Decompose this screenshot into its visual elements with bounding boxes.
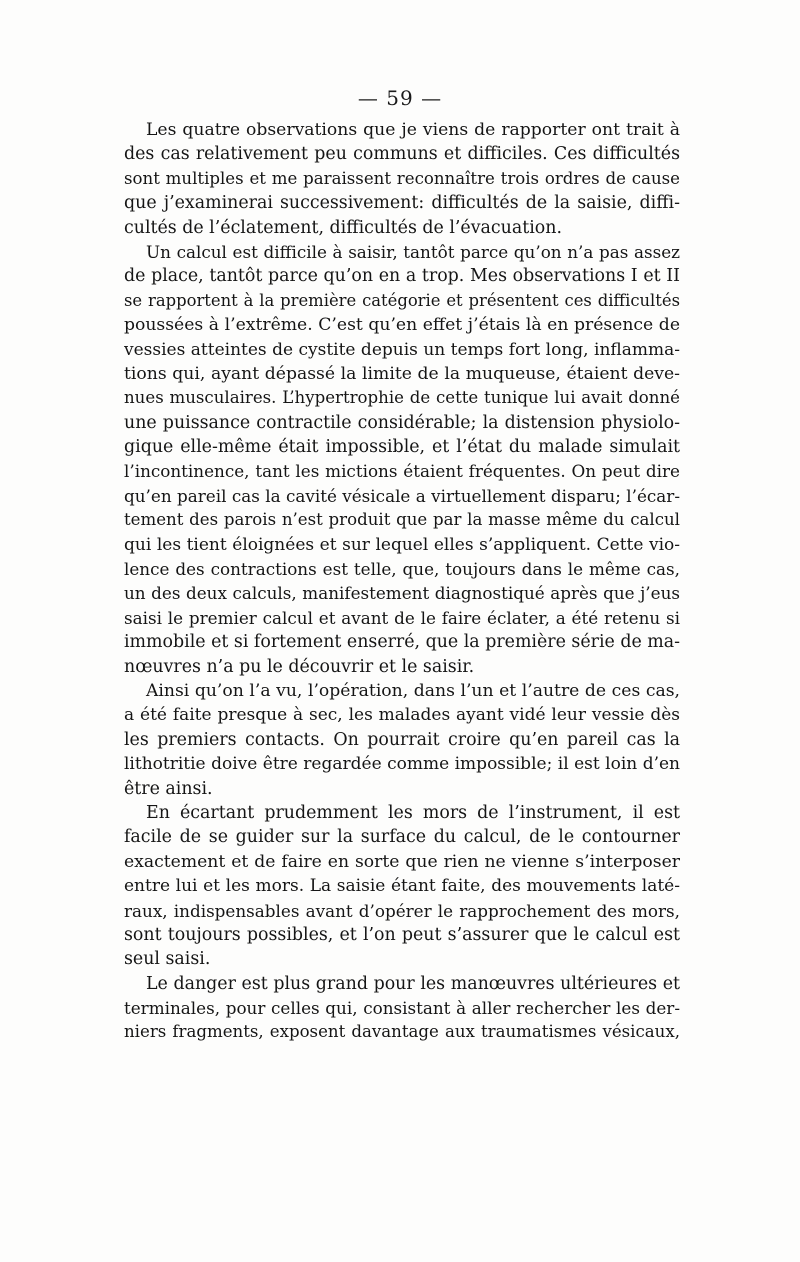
text-line: sont multiples et me paraissent reconnaître trois ordres de cause [124,168,680,188]
text-line: saisi le premier calcul et avant de le faire éclater, a été retenu si [124,607,680,628]
text-line: des cas relativement peu communs et difficiles. Ces difficultés [124,144,680,165]
text-line: une puissance contractile considérable; la distension physiolo- [124,412,680,433]
text-line: tement des parois n’est produit que par la masse même du calcul [124,510,680,530]
text-line: Ainsi qu’on l’a vu, l’opération, dans l’un et l’autre de ces cas, [146,680,680,701]
text-line: exactement et de faire en sorte que rien ne vienne s’interposer [124,851,680,872]
text-line: tions qui, ayant dépassé la limite de la muqueuse, étaient deve- [124,363,680,384]
text-line: entre lui et les mors. La saisie étant faite, des mouvements laté- [124,876,680,897]
text-line: l’incontinence, tant les mictions étaient fréquentes. On peut dire [124,461,680,482]
text-line: raux, indispensables avant d’opérer le rapprochement des mors, [124,900,680,921]
text-line: Les quatre observations que je viens de rapporter ont trait à [146,120,680,140]
text-line: terminales, pour celles qui, consistant à aller rechercher les der- [124,998,680,1019]
page-number: — 59 — [357,86,443,110]
text-line: poussées à l’extrême. C’est qu’en effet j’étais là en présence de [124,315,680,336]
text-line: que j’examinerai successivement: difficultés de la saisie, diffi- [124,193,680,214]
text-line: immobile et si fortement enserré, que la première série de ma- [124,632,680,653]
text-line: seul saisi. [124,949,211,970]
text-line: lithotritie doive être regardée comme impossible; il est loin d’en [124,754,680,775]
text-line: nœuvres n’a pu le découvrir et le saisir. [124,656,475,677]
text-line: cultés de l’éclatement, difficultés de l’évacuation. [124,217,562,238]
text-line: un des deux calculs, manifestement diagnostiqué après que j’eus [124,583,680,604]
text-line: En écartant prudemment les mors de l’instrument, il est [146,802,680,823]
text-line: qu’en pareil cas la cavité vésicale a virtuellement disparu; l’écar- [124,485,680,506]
text-line: gique elle-même était impossible, et l’état du malade simulait [124,437,680,458]
text-line: qui les tient éloignées et sur lequel elles s’appliquent. Cette vio- [124,534,680,555]
text-line: niers fragments, exposent davantage aux traumatismes vésicaux, [124,1022,680,1042]
text-line: sont toujours possibles, et l’on peut s’assurer que le calcul est [124,924,680,945]
text-line: facile de se guider sur la surface du calcul, de le contourner [124,827,680,848]
text-line: nues musculaires. L’hypertrophie de cette tunique lui avait donné [124,388,680,408]
text-line: Un calcul est difficile à saisir, tantôt parce qu’on n’a pas assez [146,241,680,262]
body-text [124,118,680,1045]
text-line: vessies atteintes de cystite depuis un temps fort long, inflamma- [124,339,680,360]
text-line: les premiers contacts. On pourrait croire qu’en pareil cas la [124,729,680,750]
text-line: se rapportent à la première catégorie et présentent ces difficultés [124,290,680,310]
text-line: a été faite presque à sec, les malades ayant vidé leur vessie dès [124,705,680,726]
text-line: de place, tantôt parce qu’on en a trop. Mes observations I et II [124,266,680,287]
text-line: Le danger est plus grand pour les manœuvres ultérieures et [146,973,680,994]
text-line: être ainsi. [124,778,213,799]
text-line: lence des contractions est telle, que, toujours dans le même cas, [124,559,680,580]
